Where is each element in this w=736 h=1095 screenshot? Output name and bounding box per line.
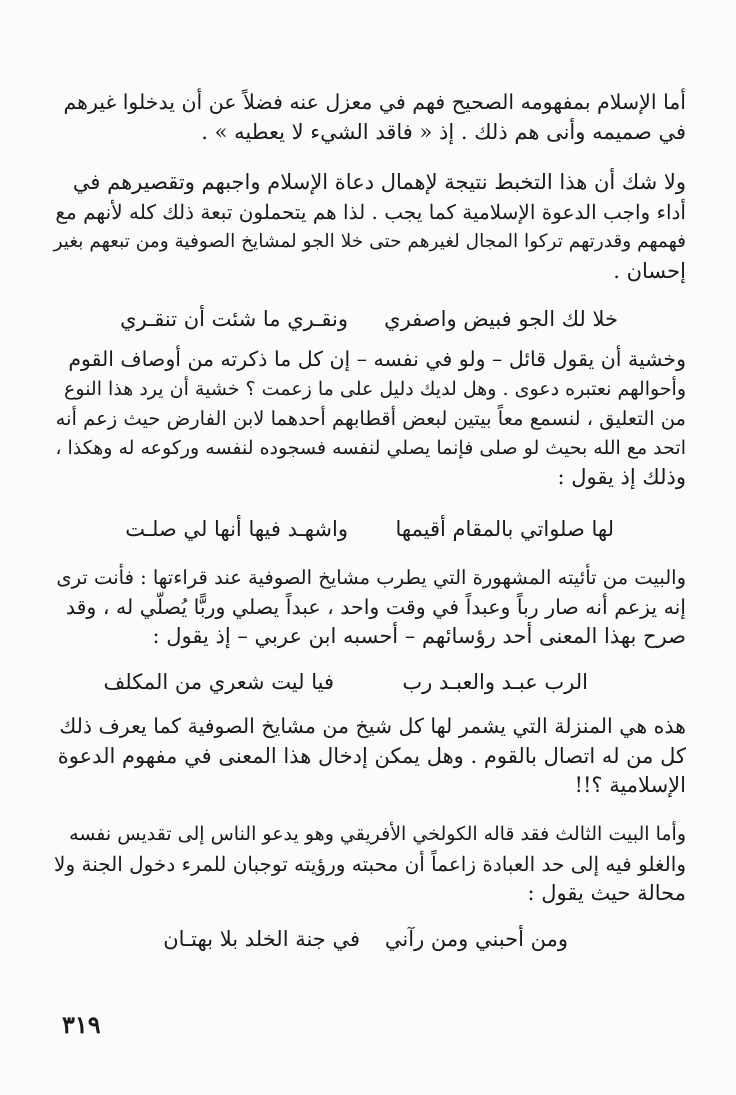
- verse-first-hemistich: خلا لك الجو فبيض واصفري: [384, 307, 618, 331]
- text-line: من التعليق ، لنسمع معاً بيتين لبعض أقطابهم أحدهما لابن الفارض حيث زعم أنه: [55, 407, 686, 430]
- verse-second-hemistich: واشهـد فيها أنها لي صلـت: [125, 517, 348, 541]
- text-line: فهمهم وقدرتهم تركوا المجال لغيرهم حتى خلا الجو لمشايخ الصوفية ومن تبعهم بغير: [53, 231, 686, 252]
- text-line: والبيت من تأئيته المشهورة التي يطرب مشايخ الصوفية عند قراءتها : فأنت ترى: [56, 566, 686, 589]
- verse-second-hemistich: فيا ليت شعري من المكلف: [103, 670, 334, 694]
- verse-2: [0, 517, 736, 547]
- verse-second-hemistich: ونقـري ما شئت أن تنقـري: [120, 307, 348, 331]
- verse-second-hemistich: في جنة الخلد بلا بهتـان: [163, 927, 360, 951]
- text-line: إنه يزعم أنه صار رباً وعبداً في وقت واحد ، عبداً يصلي وربًّا يُصلّي له ، وقد: [65, 594, 686, 619]
- text-line: والغلو فيه إلى حد العبادة زاعماً أن محبته ورؤيته توجبان للمرء دخول الجنة ولا: [54, 851, 686, 876]
- paragraph-5: [54, 712, 686, 801]
- text-line: اتحد مع الله بحيث لو صلى فإنما يصلي لنفسه فسجوده لنفسه وركوعه له وهكذا ،: [55, 436, 686, 459]
- paragraph-3: [54, 345, 686, 493]
- text-line: في صميمه وأنى هم ذلك . إذ « فاقد الشيء لا يعطيه » .: [201, 119, 686, 144]
- verse-first-hemistich: لها صلواتي بالمقام أقيمها: [395, 517, 614, 541]
- text-line: وأحوالهم نعتبره دعوى . وهل لديك دليل على ما زعمت ؟ خشية أن يرد هذا النوع: [64, 377, 686, 400]
- verse-4: [0, 927, 736, 957]
- text-line: وخشية أن يقول قائل – ولو في نفسه – إن كل ما ذكرته من أوصاف القوم: [68, 347, 686, 371]
- text-line: الإسلامية ؟!!: [574, 773, 686, 797]
- verse-first-hemistich: ومن أحبني ومن رآني: [384, 927, 568, 951]
- paragraph-2: [54, 168, 686, 286]
- paragraph-6: [54, 820, 686, 909]
- text-line: صرح بهذا المعنى أحد رؤسائهم – أحسبه ابن عربي – إذ يقول :: [152, 624, 686, 648]
- text-line: وأما البيت الثالث فقد قاله الكولخي الأفريقي وهو يدعو الناس إلى تقديس نفسه: [69, 823, 686, 845]
- text-line: كل من له اتصال بالقوم . وهل يمكن إدخال هذا المعنى في مفهوم الدعوة: [57, 743, 686, 768]
- text-line: ولا شك أن هذا التخبط نتيجة لإهمال دعاة الإسلام واجبهم وتقصيرهم في: [72, 170, 686, 194]
- verse-1: [0, 307, 736, 337]
- paragraph-1: [54, 88, 686, 147]
- verse-3: [0, 670, 736, 700]
- text-line: وذلك إذ يقول :: [557, 465, 686, 489]
- verse-first-hemistich: الرب عبـد والعبـد رب: [402, 670, 588, 694]
- paragraph-4: [54, 563, 686, 652]
- page-number: ٣١٩: [62, 1010, 101, 1039]
- text-line: هذه هي المنزلة التي يشمر لها كل شيخ من مشايخ الصوفية كما يعرف ذلك: [59, 714, 686, 738]
- text-line: محالة حيث يقول :: [527, 881, 686, 905]
- text-line: إحسان .: [613, 258, 686, 283]
- text-line: أداء واجب الدعوة الإسلامية كما يجب . لذا هم يتحملون تبعة ذلك كله لأنهم مع: [55, 199, 686, 224]
- text-line: أما الإسلام بمفهومه الصحيح فهم في معزل عنه فضلاً عن أن يدخلوا غيرهم: [63, 90, 686, 114]
